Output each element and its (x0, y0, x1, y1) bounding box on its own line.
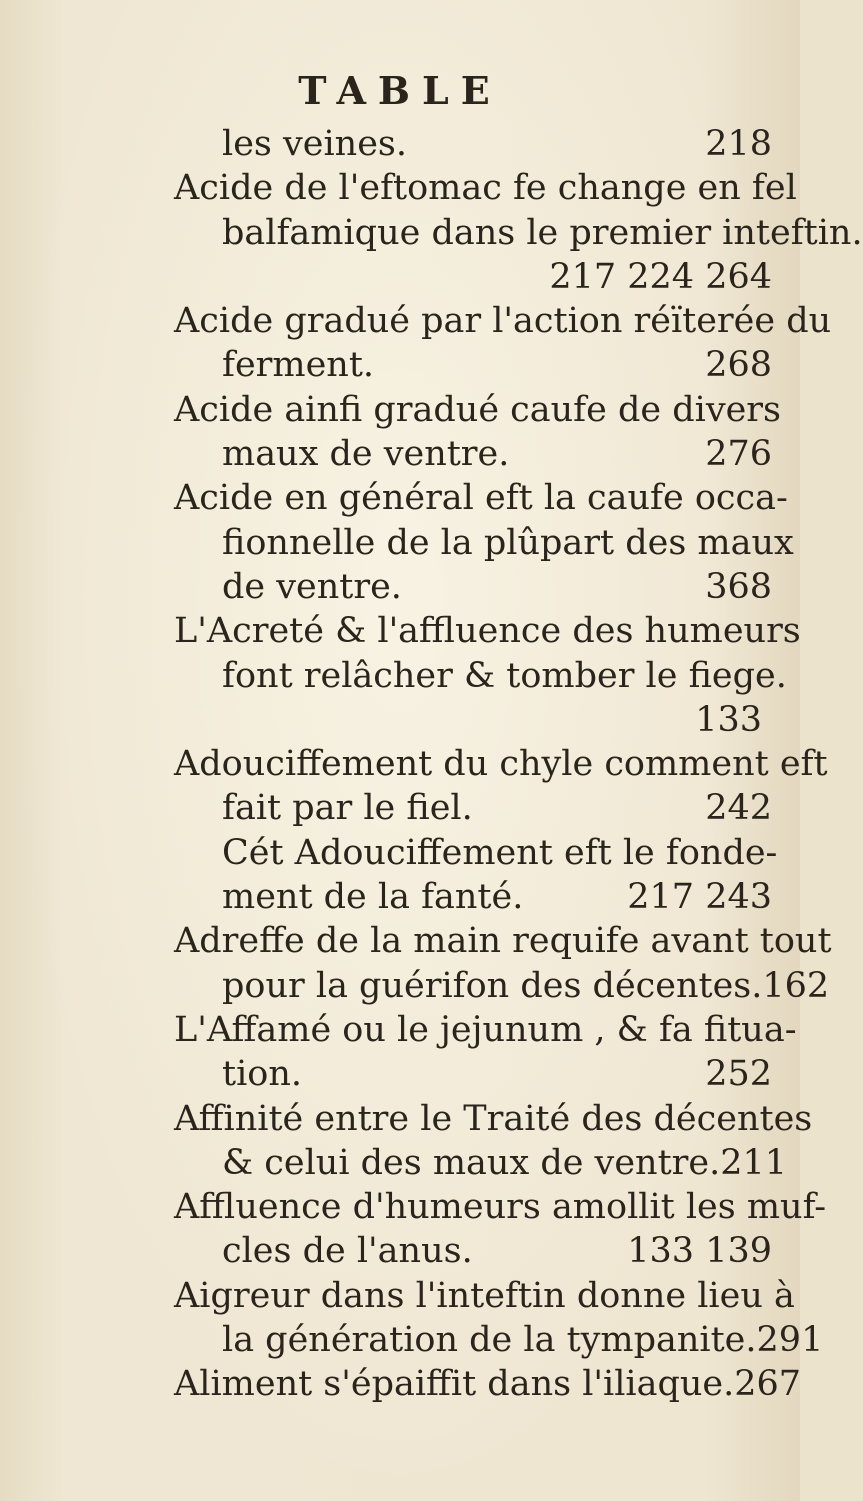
page-reference: 218 (705, 124, 772, 164)
index-line: Affinité entre le Traité des décentes (174, 1098, 813, 1139)
index-line (174, 1141, 788, 1185)
entry-text: & celui des maux de ventre. (222, 1142, 721, 1183)
entry-text: ferment. (222, 345, 375, 386)
index-line (174, 343, 772, 387)
page-reference: 217 224 264 (549, 256, 772, 297)
entry-text: les veines. (222, 124, 408, 164)
index-line (174, 432, 772, 476)
page-reference: 133 139 (627, 1231, 772, 1272)
index-line (174, 565, 772, 609)
index-line: Aigreur dans l'inteftin donne lieu à (174, 1275, 795, 1316)
entry-text: fait par le fiel. (222, 788, 473, 829)
page-reference: 267 (734, 1364, 802, 1405)
index-line (174, 1052, 772, 1096)
index-line (174, 1229, 772, 1273)
entry-text: la génération de la tympanite. (222, 1320, 757, 1361)
index-line: Acide gradué par l'action réïterée du (174, 301, 832, 342)
index-body (174, 122, 863, 1407)
page-reference: 276 (705, 434, 772, 475)
index-line: Acide ainfi gradué caufe de divers (174, 389, 781, 430)
page-reference: 291 (756, 1320, 824, 1361)
entry-text: cles de l'anus. (222, 1231, 473, 1272)
entry-text: ment de la fanté. (222, 877, 524, 918)
running-head: TABLE (298, 68, 502, 113)
page-reference: 211 (720, 1142, 788, 1183)
index-line (174, 786, 772, 830)
page-reference: 242 (705, 788, 772, 829)
page-reference: 162 (762, 965, 830, 1006)
entry-text: de ventre. (222, 566, 402, 607)
index-line (174, 964, 830, 1008)
index-line (174, 1362, 802, 1406)
page-reference: 268 (705, 345, 772, 386)
index-line: Cét Adouciffement eft le fonde- (222, 832, 778, 873)
entry-text: tion. (222, 1054, 302, 1095)
index-line: L'Affamé ou le jejunum , & fa fitua- (174, 1009, 797, 1050)
index-line: Acide en général eft la caufe occa- (174, 478, 788, 519)
index-line (174, 255, 772, 299)
index-line: Affluence d'humeurs amollit les muf- (174, 1187, 827, 1228)
index-line (174, 698, 772, 742)
page-reference: 368 (705, 566, 772, 607)
entry-text: maux de ventre. (222, 434, 510, 475)
index-line: balfamique dans le premier inteftin. (222, 212, 863, 253)
index-line: Adreffe de la main requife avant tout (174, 921, 832, 962)
page-reference: 133 (695, 699, 762, 740)
index-line: L'Acreté & l'affluence des humeurs (174, 611, 801, 652)
index-line: Acide de l'eftomac fe change en fel (174, 168, 797, 209)
index-line: font relâcher & tomber le fiege. (222, 655, 787, 696)
index-line (174, 1318, 824, 1362)
index-line (174, 122, 772, 166)
index-line (174, 875, 772, 919)
page-reference: 217 243 (627, 877, 772, 918)
index-line: Adouciffement du chyle comment eft (174, 744, 828, 785)
entry-text: pour la guérifon des décentes. (222, 965, 763, 1006)
entry-text: Aliment s'épaiffit dans l'iliaque. (174, 1364, 735, 1405)
index-line: fionnelle de la plûpart des maux (222, 522, 794, 563)
page-reference: 252 (705, 1054, 772, 1095)
